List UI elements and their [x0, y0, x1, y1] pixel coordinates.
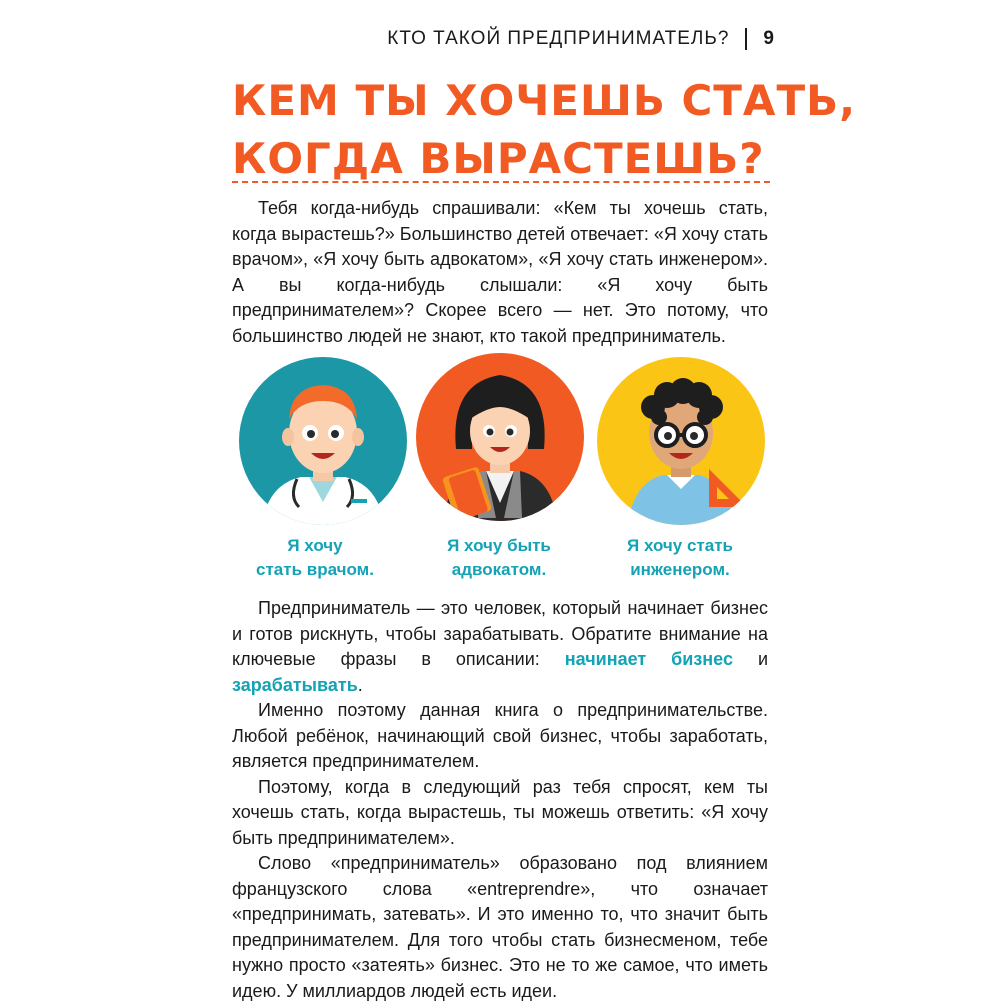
body-text [232, 596, 768, 1004]
caption-engineer-line-2: инженером. [630, 560, 730, 579]
body-paragraph-3: Поэтому, когда в следующий раз тебя спросят, кем ты хочешь стать, когда вырастешь, ты можешь ответить: «Я хочу быть предпринимателем». [232, 776, 768, 848]
p1-end: . [357, 674, 363, 695]
page-title [232, 72, 857, 188]
body-paragraph-1 [232, 596, 768, 698]
caption-lawyer [409, 534, 589, 582]
caption-doctor [225, 534, 405, 582]
caption-doctor-line-1: Я хочу [287, 536, 343, 555]
p1-conjunction: и [732, 649, 769, 669]
doctor-illustration [239, 357, 407, 525]
intro-paragraph: Тебя когда-нибудь спрашивали: «Кем ты хочешь стать, когда вырастешь?» Большинство детей отвечает: «Я хочу стать врачом», «Я хочу быть адвокатом», «Я хочу стать инженером». А вы когда-нибудь слышали: «Я хочу быть предпринимателем»? Скорее всего — нет. Это потому, что большинство людей не знают, кто такой предприниматель. [232, 198, 768, 346]
running-head [387, 28, 775, 50]
page-title-line-1: КЕМ ТЫ ХОЧЕШЬ СТАТЬ, [232, 76, 857, 125]
engineer-illustration [597, 357, 765, 525]
lawyer-illustration [416, 353, 584, 521]
caption-lawyer-line-2: адвокатом. [451, 560, 547, 579]
caption-engineer-line-1: Я хочу стать [627, 536, 733, 555]
body-paragraph-2: Именно поэтому данная книга о предпринимательстве. Любой ребёнок, начинающий свой бизнес, чтобы заработать, является предпринимателем. [232, 700, 768, 771]
keyword-earn: зарабатывать [232, 674, 358, 695]
p1-text: Предприниматель — это человек, который начинает бизнес и готов рискнуть, чтобы зарабатывать. Обратите внимание на ключевые фразы в описании: [232, 598, 768, 669]
title-dashed-rule [232, 181, 770, 183]
header-divider [745, 28, 747, 50]
caption-engineer [590, 534, 770, 582]
page-number: 9 [763, 28, 775, 49]
page-title-line-2: КОГДА ВЫРАСТЕШЬ? [232, 134, 765, 183]
chapter-title: КТО ТАКОЙ ПРЕДПРИНИМАТЕЛЬ? [387, 28, 730, 49]
body-paragraph-4: Слово «предприниматель» образовано под влиянием французского слова «entreprendre», что означает «предпринимать, затевать». И это именно то, что значит быть предпринимателем. Для того чтобы стать бизнесменом, тебе нужно просто «затеять» бизнес. Это не то же самое, что иметь идею. У миллиардов людей есть идеи. [232, 853, 768, 1001]
caption-doctor-line-2: стать врачом. [256, 560, 374, 579]
caption-lawyer-line-1: Я хочу быть [447, 536, 551, 555]
intro-text [232, 196, 768, 349]
keyword-starts-business: начинает бизнес [564, 649, 733, 669]
